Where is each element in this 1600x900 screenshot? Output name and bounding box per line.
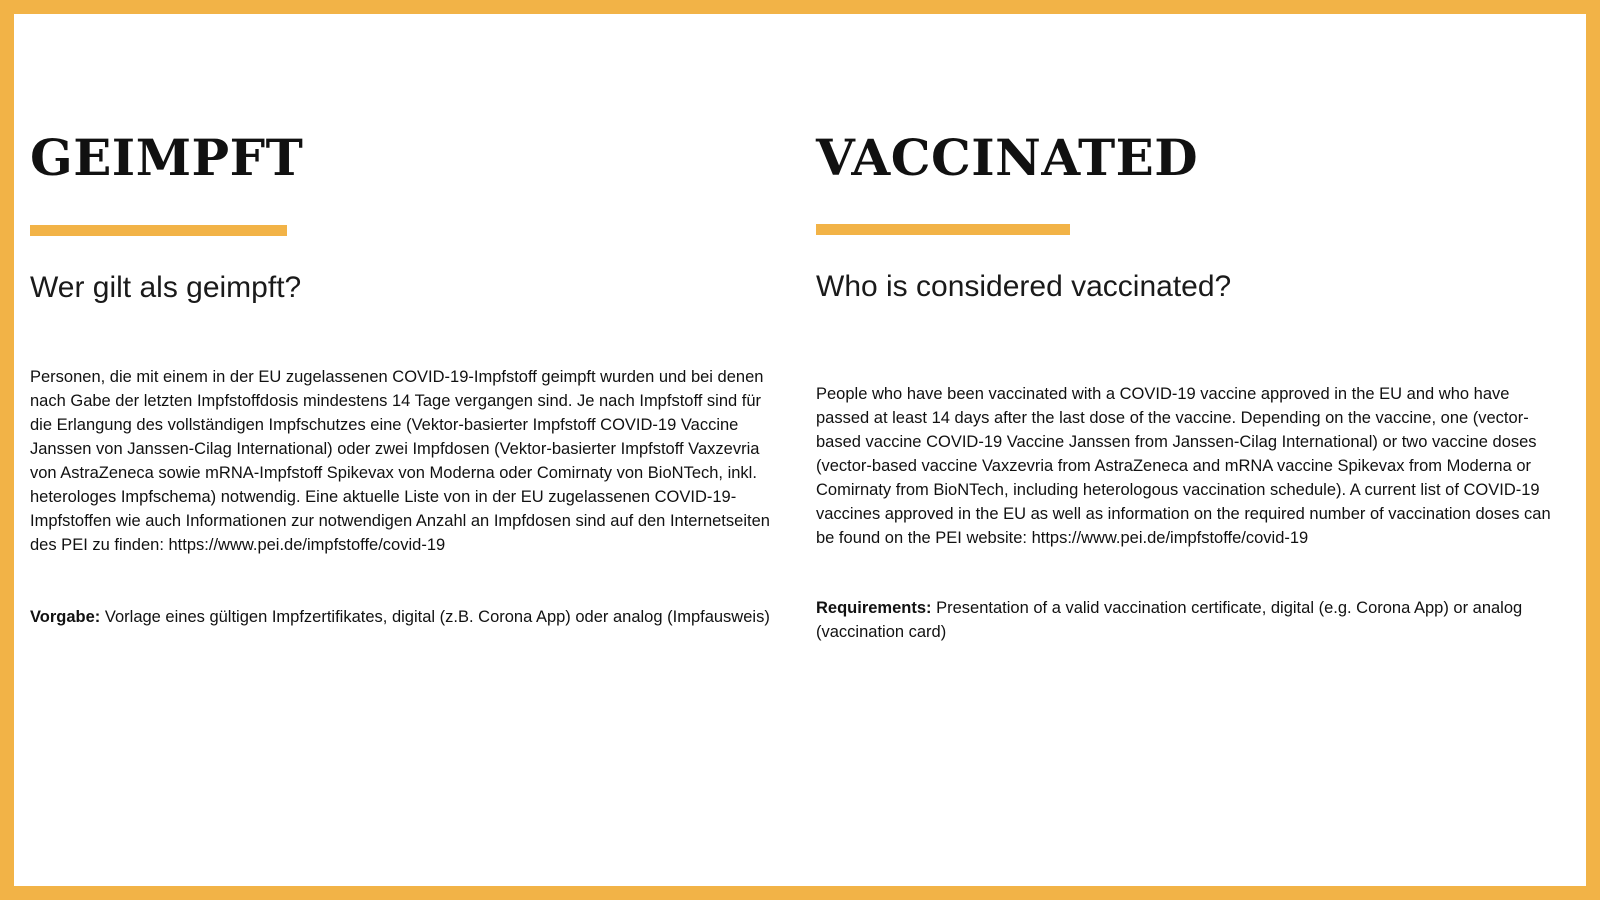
english-requirement <box>816 596 1566 644</box>
german-column <box>30 14 770 886</box>
german-requirement-label: Vorgabe: <box>30 608 101 626</box>
english-subtitle: Who is considered vaccinated? <box>816 270 1232 303</box>
german-accent-bar <box>30 225 287 236</box>
german-title: GEIMPFT <box>30 128 304 187</box>
german-subtitle: Wer gilt als geimpft? <box>30 271 302 304</box>
german-body-text: Personen, die mit einem in der EU zugelassenen COVID-19-Impfstoff geimpft wurden und bei denen nach Gabe der letzten Impfstoffdosis mindestens 14 Tage vergangen sind. Je nach Impfstoff sind für die Erlangung des vollständigen Impfschutzes eine (Vektor-basierter Impfstoff COVID-19 Vaccine Janssen von Janssen-Cilag International) oder zwei Impfdosen (Vektor-basierter Impfstoff Vaxzevria von AstraZeneca sowie mRNA-Impfstoff Spikevax von Moderna oder Comirnaty von BioNTech, inkl. heterologes Impfschema) notwendig. Eine aktuelle Liste von in der EU zugelassenen COVID-19-Impfstoffen wie auch Informationen zur notwendigen Anzahl an Impfdosen sind auf den Internetseiten des PEI zu finden: https://www.pei.de/impfstoffe/covid-19 <box>30 368 770 554</box>
german-requirement-text: Vorlage eines gültigen Impfzertifikates, digital (z.B. Corona App) oder analog (Impfausweis) <box>100 608 770 626</box>
english-requirement-text: Presentation of a valid vaccination certificate, digital (e.g. Corona App) or analog (vaccination card) <box>816 599 1523 641</box>
english-requirement-label: Requirements: <box>816 599 932 617</box>
english-column <box>816 14 1566 886</box>
english-accent-bar <box>816 224 1070 235</box>
english-body-text: People who have been vaccinated with a COVID-19 vaccine approved in the EU and who have passed at least 14 days after the last dose of the vaccine. Depending on the vaccine, one (vector-based vaccine COVID-19 Vaccine Janssen from Janssen-Cilag International) or two vaccine doses (vector-based vaccine Vaxzevria from AstraZeneca and mRNA vaccine Spikevax from Moderna or Comirnaty from BioNTech, including heterologous vaccination schedule). A current list of COVID-19 vaccines approved in the EU as well as information on the required number of vaccination doses can be found on the PEI website: https://www.pei.de/impfstoffe/covid-19 <box>816 385 1551 547</box>
english-title: VACCINATED <box>816 128 1199 187</box>
german-requirement <box>30 605 770 629</box>
